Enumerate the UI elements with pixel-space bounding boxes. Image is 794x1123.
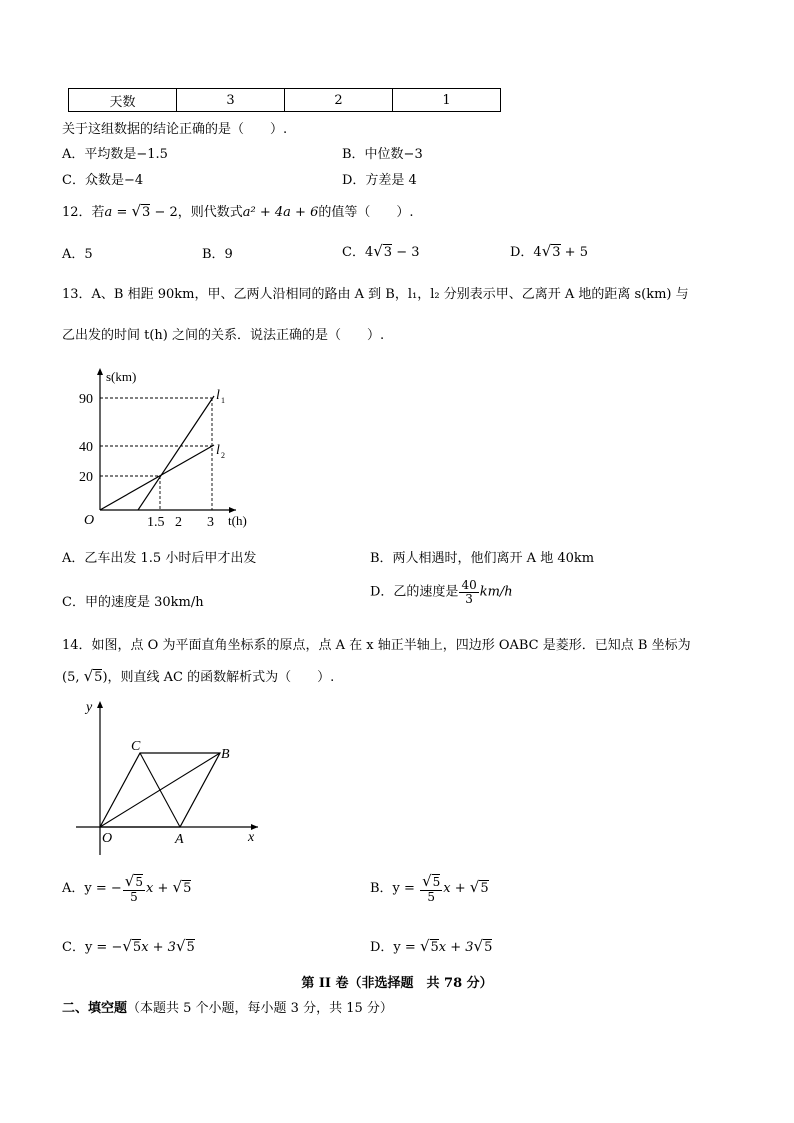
q14-d-prefix: D．y = — [370, 940, 420, 955]
q13-option-c: C．甲的速度是 30km/h — [62, 595, 204, 610]
q12-expr: a² + 4a + 6 — [242, 205, 319, 220]
sqrt-icon: √ — [541, 242, 552, 260]
q12-c-prefix: C．4 — [342, 245, 374, 260]
q14-c-radicand2: 5 — [186, 940, 195, 955]
q12-radicand: 3 — [142, 205, 151, 220]
q14-a-radicand: 5 — [183, 881, 192, 897]
y-tick-90: 90 — [79, 392, 93, 407]
q13-d-prefix: D．乙的速度是 — [370, 584, 459, 600]
q12-d-radicand: 3 — [552, 245, 561, 260]
origin-label: O — [84, 513, 95, 528]
sqrt-icon: √ — [175, 937, 186, 955]
l2-label: l — [216, 443, 220, 458]
q14-d-radicand2: 5 — [484, 940, 493, 955]
q12-number: 12．若 — [62, 205, 105, 220]
days-table — [68, 88, 501, 112]
fraction — [459, 579, 478, 605]
point-a-label: A — [175, 832, 184, 847]
q14-a-prefix: A．y = − — [62, 881, 122, 897]
q14-option-c — [62, 936, 195, 955]
x-tick-3: 3 — [207, 515, 214, 530]
fraction-num: 40 — [461, 578, 477, 592]
section-title: 第 II 卷（非选择题 共 78 分） — [301, 976, 493, 991]
q12-option-c — [342, 241, 420, 260]
x-tick-2: 2 — [175, 515, 182, 530]
fraction-den: 3 — [465, 591, 473, 606]
q14-line2-tail: ，则直线 AC 的函数解析式为（ ）. — [107, 670, 335, 685]
fraction-den: 5 — [130, 889, 138, 904]
sqrt-icon: √ — [122, 937, 132, 955]
q14-graph — [70, 697, 270, 859]
q13-graph — [76, 362, 276, 532]
q14-option-d — [370, 936, 492, 955]
q12-stem — [62, 201, 413, 220]
q14-coord-radicand: 5 — [94, 670, 103, 685]
q12-option-d — [510, 241, 588, 260]
q12-d-prefix: D．4 — [510, 245, 542, 260]
q13-d-unit: km/h — [479, 584, 513, 600]
diagonal-ac — [140, 753, 180, 827]
sqrt-icon: √ — [172, 878, 183, 897]
q14-option-a — [62, 874, 191, 903]
l2-sub: 2 — [221, 451, 225, 460]
q14-c-radicand1: 5 — [132, 940, 142, 955]
point-b-label: B — [221, 747, 230, 762]
q11-option-c: C．众数是−4 — [62, 173, 144, 188]
sqrt-icon: √ — [422, 872, 432, 890]
table-cell: 天数 — [69, 89, 177, 112]
fraction-num — [420, 874, 442, 891]
q14-coord-close: ) — [102, 670, 108, 685]
q14-a-mid: x + — [146, 881, 173, 897]
q12-option-b: B．9 — [202, 247, 233, 262]
x-axis-label: t(h) — [228, 513, 247, 528]
sqrt-icon: √ — [373, 242, 383, 260]
q13-option-a: A．乙车出发 1.5 小时后甲才出发 — [62, 551, 257, 566]
sqrt-icon: √ — [83, 667, 94, 685]
sqrt-icon: √ — [124, 872, 135, 890]
sqrt-icon: √ — [473, 937, 484, 955]
section-heading-label: 二、填空题 — [62, 1001, 128, 1016]
q11-option-a: A．平均数是−1.5 — [62, 147, 168, 162]
q14-b-radicand: 5 — [480, 881, 489, 897]
q13-line2: 乙出发的时间 t(h) 之间的关系．说法正确的是（ ）. — [62, 328, 385, 343]
x-tick-1p5: 1.5 — [147, 515, 165, 530]
fraction — [420, 874, 442, 903]
table-cell: 3 — [177, 89, 285, 112]
sqrt-icon: √ — [419, 937, 430, 955]
l1-label: l — [216, 388, 220, 403]
q12-tail: 的值等（ ）. — [318, 205, 414, 220]
q14-c-mid: x + 3 — [141, 940, 176, 955]
q14-coord-open: (5, — [62, 670, 84, 685]
y-arrow-icon — [97, 368, 103, 375]
fraction-num-radicand: 5 — [432, 875, 441, 889]
q13-option-b: B．两人相遇时，他们离开 A 地 40km — [370, 551, 595, 566]
q11-stem: 关于这组数据的结论正确的是（ ）. — [62, 122, 288, 137]
q12-c-radicand: 3 — [383, 245, 393, 260]
q13-option-d — [370, 579, 513, 605]
table-row — [69, 89, 501, 112]
q12-var: a — [104, 205, 113, 220]
q12-eq: = — [112, 205, 132, 220]
sqrt-icon: √ — [469, 878, 480, 897]
fraction — [123, 874, 145, 903]
y-axis-label: y — [86, 700, 93, 715]
q14-b-prefix: B．y = — [370, 881, 420, 897]
q14-option-b — [370, 874, 489, 903]
q14-line2 — [62, 666, 334, 685]
point-o-label: O — [102, 831, 113, 846]
q12-option-a: A．5 — [62, 247, 93, 262]
q13-line1: 13．A、B 相距 90km，甲、乙两人沿相同的路由 A 到 B，l₁，l₂ 分别表示甲、乙离开 A 地的距离 s(km) 与 — [62, 287, 689, 302]
section-heading-note: （本题共 5 个小题，每小题 3 分，共 15 分） — [127, 1001, 393, 1016]
q12-minus2: − 2，则代数式 — [150, 205, 243, 220]
y-tick-20: 20 — [79, 470, 93, 485]
q14-d-mid: x + 3 — [438, 940, 474, 955]
y-axis-label: s(km) — [106, 369, 137, 384]
q14-b-mid: x + — [443, 881, 470, 897]
q12-c-suffix: − 3 — [392, 245, 420, 260]
q12-d-suffix: + 5 — [560, 245, 588, 260]
line-l2 — [100, 445, 214, 510]
x-axis-label: x — [248, 830, 255, 845]
q14-c-prefix: C．y = − — [62, 940, 123, 955]
table-cell: 2 — [285, 89, 393, 112]
q14-line1: 14．如图，点 O 为平面直角坐标系的原点，点 A 在 x 轴正半轴上，四边形 OABC 是菱形．已知点 B 坐标为 — [62, 638, 691, 653]
fraction-num-radicand: 5 — [135, 875, 143, 889]
q11-option-b: B．中位数−3 — [342, 147, 423, 162]
section-heading — [62, 997, 393, 1016]
line-l1 — [138, 396, 214, 510]
q11-option-d: D．方差是 4 — [342, 173, 417, 188]
fraction-num — [123, 874, 145, 891]
y-tick-40: 40 — [79, 440, 93, 455]
point-c-label: C — [131, 739, 141, 754]
q14-d-radicand1: 5 — [430, 940, 439, 955]
table-cell: 1 — [393, 89, 501, 112]
sqrt-icon: √ — [131, 202, 142, 220]
l1-sub: 1 — [221, 396, 225, 405]
y-arrow-icon — [97, 701, 103, 708]
fraction-den: 5 — [427, 889, 435, 904]
